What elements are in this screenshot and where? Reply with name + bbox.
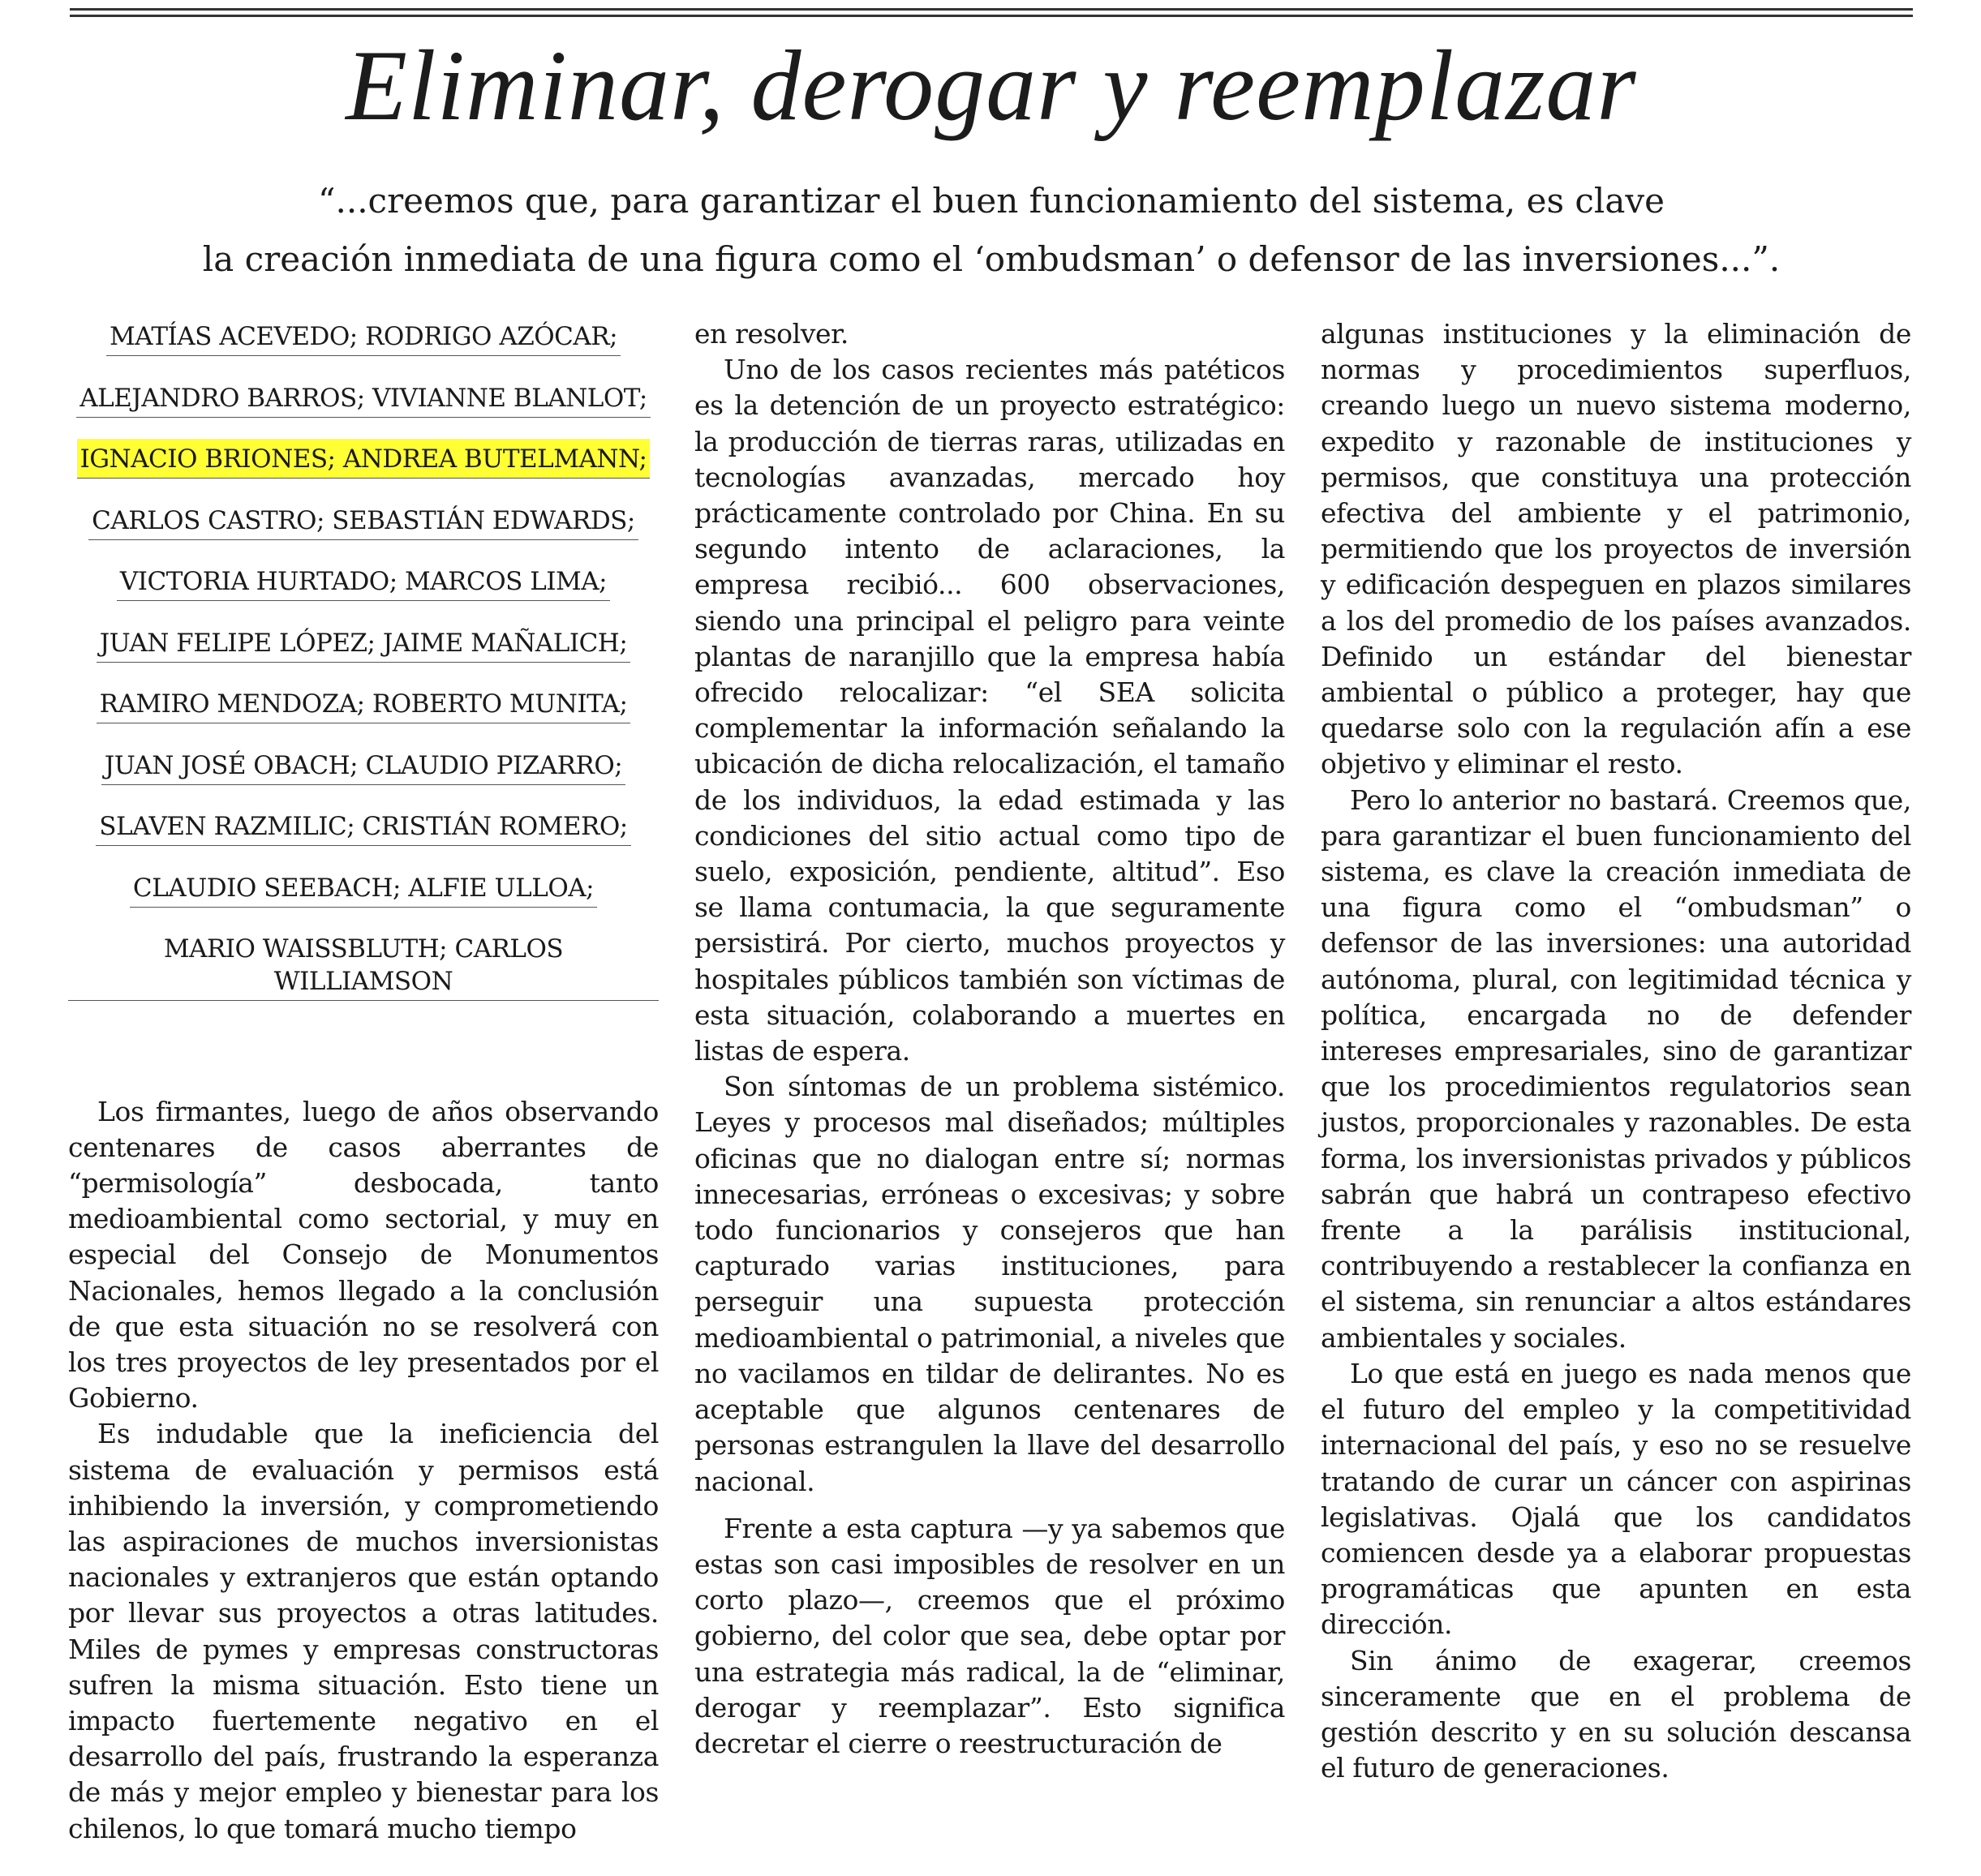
author-line: VICTORIA HURTADO; MARCOS LIMA; bbox=[68, 561, 659, 623]
column-1 bbox=[68, 316, 659, 1847]
body-paragraph: Son síntomas de un problema sistémico. Leyes y procesos mal diseñados; múltiples oficinas que no dialogan entre sí; normas innecesarias, erróneas o excesivas; y sobre todo funcionarios y consejeros que han capturado varias instituciones, para perseguir una supuesta protección medioambiental o patrimonial, a niveles que no vacilamos en tildar de delirantes. No es aceptable que algunos centenares de personas estrangulen la llave del desarrollo nacional. bbox=[694, 1071, 1285, 1497]
author-line: JUAN FELIPE LÓPEZ; JAIME MAÑALICH; bbox=[68, 623, 659, 685]
author-line: MARIO WAISSBLUTH; CARLOS WILLIAMSON bbox=[68, 929, 659, 990]
body-paragraph: Uno de los casos recientes más patéticos es la detención de un proyecto estratégico: la producción de tierras raras, utilizadas en tecnologías avanzadas, mercado hoy prácticamente controlado por China. En su segundo intento de aclaraciones, la empresa recibió... 600 observaciones, siendo una principal el peligro para veinte plantas de naranjillo que la empresa había ofrecido relocalizar: “el SEA solicita complementar la información señalando la ubicación de dicha relocalización, el tamaño de los individuos, la edad estimada y las condiciones del sitio actual como tipo de suelo, exposición, pendiente, altitud”. Eso se llama contumacia, la que seguramente persistirá. Por cierto, muchos proyectos y hospitales públicos también son víctimas de esta situación, colaborando a muertes en listas de espera. bbox=[694, 354, 1285, 1067]
author-line: CLAUDIO SEEBACH; ALFIE ULLOA; bbox=[68, 868, 659, 929]
body-paragraph: Lo que está en juego es nada menos que el futuro del empleo y la competitividad internacional del país, y eso no se resuelve tratando de curar un cáncer con aspirinas legislativas. Ojalá que los candidatos comiencen desde ya a elaborar propuestas programáticas que apunten en esta dirección. bbox=[1321, 1357, 1911, 1641]
body-paragraph: Sin ánimo de exagerar, creemos sinceramente que en el problema de gestión descrito y en su solución descansa el futuro de generaciones. bbox=[1321, 1644, 1911, 1784]
author-line: ALEJANDRO BARROS; VIVIANNE BLANLOT; bbox=[68, 378, 659, 440]
body-paragraph: Frente a esta captura —y ya sabemos que estas son casi imposibles de resolver en un corto plazo—, creemos que el próximo gobierno, del color que sea, debe optar por una estrategia más radical, la de “eliminar, derogar y reemplazar”. Esto significa decretar el cierre o reestructuración de bbox=[694, 1512, 1285, 1759]
pull-quote-line: la creación inmediata de una figura como el ‘ombudsman’ o defensor de las inversiones...”. bbox=[202, 239, 1781, 279]
author-line: RAMIRO MENDOZA; ROBERTO MUNITA; bbox=[68, 684, 659, 745]
author-line: JUAN JOSÉ OBACH; CLAUDIO PIZARRO; bbox=[68, 745, 659, 807]
body-paragraph: algunas instituciones y la eliminación de normas y procedimientos superfluos, creando luego un nuevo sistema moderno, expedito y razonable de instituciones y permisos, que constituya una protección efectiva del ambiente y el patrimonio, permitiendo que los proyectos de inversión y edificación despeguen en plazos similares a los del promedio de los países avanzados. Definido un estándar del bienestar ambiental o público a proteger, hay que quedarse solo con la regulación afín a ese objetivo y eliminar el resto. bbox=[1321, 318, 1911, 780]
body-paragraph: Los firmantes, luego de años observando centenares de casos aberrantes de “permisología” desbocada, tanto medioambiental como sectorial, y muy en especial del Consejo de Monumentos Nacionales, hemos llegado a la conclusión de que esta situación no se resolverá con los tres proyectos de ley presentados por el Gobierno. bbox=[68, 1095, 659, 1415]
pull-quote bbox=[70, 172, 1913, 289]
body-paragraph: en resolver. bbox=[694, 318, 849, 350]
author-line: SLAVEN RAZMILIC; CRISTIÁN ROMERO; bbox=[68, 806, 659, 868]
pull-quote-line: “...creemos que, para garantizar el buen funcionamiento del sistema, es clave bbox=[318, 181, 1665, 221]
column-3 bbox=[1321, 316, 1911, 1786]
top-rule bbox=[70, 8, 1913, 11]
author-list bbox=[68, 316, 659, 996]
column-2 bbox=[694, 316, 1285, 1762]
author-line: CARLOS CASTRO; SEBASTIÁN EDWARDS; bbox=[68, 500, 659, 562]
top-rule bbox=[70, 15, 1913, 17]
article-title: Eliminar, derogar y reemplazar bbox=[346, 30, 1637, 141]
author-line-highlighted: IGNACIO BRIONES; ANDREA BUTELMANN; bbox=[68, 439, 659, 500]
body-paragraph: Es indudable que la ineficiencia del sistema de evaluación y permisos está inhibiendo la inversión, y comprometiendo las aspiraciones de muchos inversionistas nacionales y extranjeros que están optando por llevar sus proyectos a otras latitudes. Miles de pymes y empresas constructoras sufren la misma situación. Esto tiene un impacto fuertemente negativo en el desarrollo del país, frustrando la esperanza de más y mejor empleo y bienestar para los chilenos, lo que tomará mucho tiempo bbox=[68, 1418, 659, 1844]
body-paragraph: Pero lo anterior no bastará. Creemos que, para garantizar el buen funcionamiento del sistema, es clave la creación inmediata de una figura como el “ombudsman” o defensor de las inversiones: una autoridad autónoma, plural, con legitimidad técnica y política, encargada no de defender intereses empresariales, sino de garantizar que los procedimientos regulatorios sean justos, proporcionales y razonables. De esta forma, los inversionistas privados y públicos sabrán que habrá un contrapeso efectivo frente a la parálisis institucional, contribuyendo a restablecer la confianza en el sistema, sin renunciar a altos estándares ambientales y sociales. bbox=[1321, 783, 1911, 1354]
author-line: MATÍAS ACEVEDO; RODRIGO AZÓCAR; bbox=[68, 316, 659, 378]
